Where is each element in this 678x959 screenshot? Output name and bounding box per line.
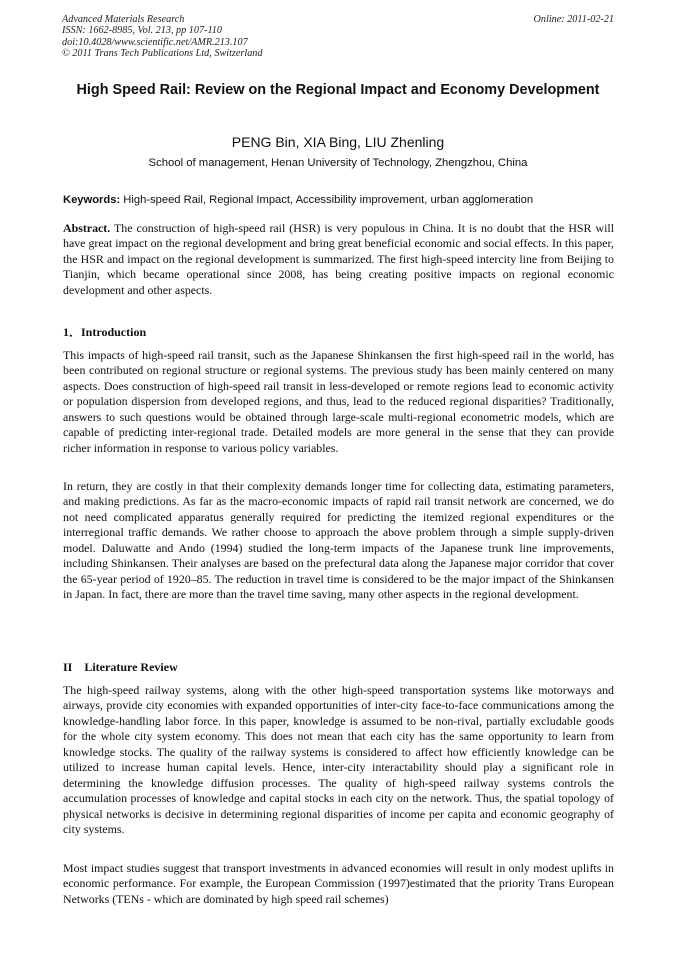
body-paragraph: This impacts of high-speed rail transit, such as the Japanese Shinkansen the first high-speed rail in the world, has been contributed on regional structure or regional systems. The previous study has been mainly centered on many aspects. Does construction of high-speed rail transit in less-developed or remote regions lead to economic activity or population dispersion from developed regions, and thus, lead to the reduced regional disparities? Traditionally, answers to such questions would be obtained through large-scale multi-regional econometric models, which are capable of predicting inter-regional trade. Detailed models are more general in the sense that they can provide richer information in response to various policy variables.	[63, 348, 614, 455]
keywords-text: High-speed Rail, Regional Impact, Accessibility improvement, urban agglomeration	[120, 194, 534, 206]
journal-header	[62, 14, 614, 60]
paper-title: High Speed Rail: Review on the Regional Impact and Economy Development	[76, 82, 600, 98]
section-heading-introduction: 1．Introduction	[63, 325, 147, 339]
abstract-text: The construction of high-speed rail (HSR) is very populous in China. It is no doubt that the HSR will have great impact on the regional development and bring great beneficial economic and social effects. In this paper, the HSR and impact on the regional development is summarized. The first high-speed intercity line from Beijing to Tianjin, which became operational since 2008, has being creating positive impacts on regional economic development and other aspects.	[63, 221, 614, 297]
journal-name: Advanced Materials Research	[62, 14, 185, 25]
copyright-line: © 2011 Trans Tech Publications Ltd, Switzerland	[62, 48, 263, 60]
abstract-paragraph	[63, 221, 614, 298]
section-heading-literature-review: II Literature Review	[63, 660, 178, 674]
abstract-label: Abstract.	[63, 221, 111, 235]
online-date: Online: 2011-02-21	[533, 14, 614, 25]
body-paragraph: Most impact studies suggest that transport investments in advanced economies will result in only modest uplifts in economic performance. For example, the European Commission (1997)estimated that the priority Trans European Networks (TENs - which are dominated by high speed rail schemes)	[63, 861, 614, 906]
keywords-line	[63, 193, 615, 208]
body-paragraph: The high-speed railway systems, along with the other high-speed transportation systems like motorways and airways, provide city economies with expanded opportunities of inter-city face-to-face communications among the knowledge-handling labor force. In this paper, knowledge is assumed to be non-rival, partially excludable goods for the whole city system economy. This does not mean that each city has the same opportunity to learn from knowledge stocks. The quality of the railway systems is considered to affect how efficiently knowledge can be utilized to increase human capital levels. Hence, inter-city interactability should play a significant role in determining the knowledge diffusion processes. The quality of high-speed railway systems controls the accumulation processes of knowledge and capital stocks in each city on the network. Thus, the spatial topology of physical networks is decisive in determining regional disparities of income per capita and economic geography of city systems.	[63, 683, 614, 837]
doi-line: doi:10.4028/www.scientific.net/AMR.213.107	[62, 36, 248, 48]
body-paragraph: In return, they are costly in that their complexity demands longer time for collecting data, estimating parameters, and making predictions. As far as the macro-economic impacts of rapid rail transit network are concerned, we do not need complicated apparatus generally required for predicting the itemized regional expenditures or the interregional traffic demands. We rather choose to approach the above problem through a simple supply-driven model. Daluwatte and Ando (1994) studied the long-term impacts of the Japanese trunk line improvements, including Shinkansen. Their analyses are based on the prefectural data along the Japanese major corridor that cover the 65-year period of 1920–85. The reduction in travel time is considered to be the major impact of the Shinkansen in Japan. In fact, there are more than the travel time saving, many other aspects in the regional development.	[63, 479, 614, 602]
author-list: PENG Bin, XIA Bing, LIU Zhenling	[231, 134, 445, 150]
affiliation: School of management, Henan University of Technology, Zhengzhou, China	[148, 157, 528, 169]
issn-line: ISSN: 1662-8985, Vol. 213, pp 107-110	[62, 25, 222, 37]
keywords-label: Keywords:	[63, 194, 121, 206]
